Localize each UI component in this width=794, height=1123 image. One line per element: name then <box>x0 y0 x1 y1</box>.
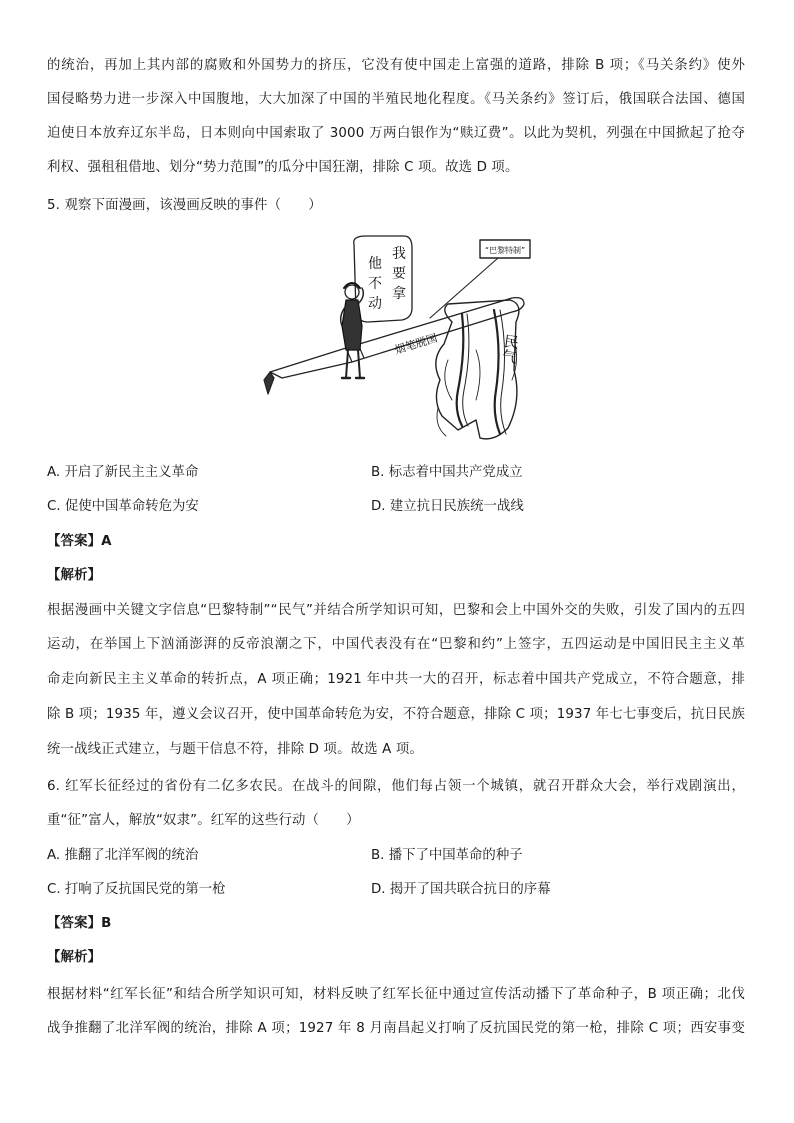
q5-answer: 【答案】A <box>47 534 112 549</box>
q6-answer: 【答案】B <box>47 916 112 931</box>
cartoon-speech-char-4: 他 <box>368 256 382 272</box>
cartoon-speech-char-1: 我 <box>392 246 406 262</box>
prev-analysis-line-1: 的统治，再加上其内部的腐败和外国势力的挤压，它没有使中国走上富强的道路，排除 B 项；《马关条约》使外 <box>47 58 745 73</box>
q5-option-d: D. 建立抗日民族统一战线 <box>371 499 524 514</box>
q5-analysis-line-4: 除 B 项；1935 年，遵义会议召开，使中国革命转危为安，不符合题意，排除 C 项；1937 年七七事变后，抗日民族 <box>47 707 745 722</box>
cartoon-speech-char-5: 不 <box>368 276 382 292</box>
q6-option-c: C. 打响了反抗国民党的第一枪 <box>47 882 226 897</box>
q5-analysis-line-5: 统一战线正式建立，与题干信息不符，排除 D 项。故选 A 项。 <box>47 742 423 757</box>
q6-option-d: D. 揭开了国共联合抗日的序幕 <box>371 882 551 897</box>
q6-analysis-line-1: 根据材料“红军长征”和结合所学知识可知，材料反映了红军长征中通过宣传活动播下了革命种子，B 项正确；北伐 <box>47 987 745 1002</box>
q5-stem: 5. 观察下面漫画，该漫画反映的事件（ ） <box>47 198 322 213</box>
q5-cartoon <box>262 230 538 454</box>
q6-analysis-line-2: 战争推翻了北洋军阀的统治，排除 A 项；1927 年 8 月南昌起义打响了反抗国民党的第一枪，排除 C 项；西安事变 <box>47 1021 745 1036</box>
q6-stem-line-2: 重“征”富人，解放“奴隶”。红军的这些行动（ ） <box>47 813 360 828</box>
q6-stem-line-1: 6. 红军长征经过的省份有二亿多农民。在战斗的间隙，他们每占领一个城镇，就召开群众大会，举行戏剧演出， <box>47 779 745 794</box>
cartoon-speech-char-2: 要 <box>392 266 406 282</box>
q5-analysis-line-3: 命走向新民主主义革命的转折点，A 项正确；1921 年中共一大的召开，标志着中国共产党成立，不符合题意，排 <box>47 672 745 687</box>
q5-option-a: A. 开启了新民主主义革命 <box>47 465 199 480</box>
cartoon-speech-char-6: 动 <box>368 296 382 312</box>
cartoon-sign-text: “巴黎特制” <box>484 246 526 255</box>
cartoon-speech-char-3: 拿 <box>392 286 406 302</box>
cartoon-cloth-text: 民气 <box>498 332 521 365</box>
q5-analysis-line-2: 运动，在举国上下汹涌澎湃的反帝浪潮之下，中国代表没有在“巴黎和约”上签字，五四运动是中国旧民主主义革 <box>47 637 745 652</box>
q6-analysis-label: 【解析】 <box>47 950 102 965</box>
prev-analysis-line-3: 迫使日本放弃辽东半岛，日本则向中国索取了 3000 万两白银作为“赎辽费”。以此为契机，列强在中国掀起了抢夺 <box>47 126 745 141</box>
q6-option-a: A. 推翻了北洋军阀的统治 <box>47 848 199 863</box>
q6-option-b: B. 播下了中国革命的种子 <box>371 848 523 863</box>
prev-analysis-line-2: 国侵略势力进一步深入中国腹地，大大加深了中国的半殖民地化程度。《马关条约》签订后，俄国联合法国、德国 <box>47 92 745 107</box>
q5-analysis-label: 【解析】 <box>47 568 102 583</box>
cartoon-pen-text: 烟笔脱国 <box>393 331 439 357</box>
q5-option-c: C. 促使中国革命转危为安 <box>47 499 199 514</box>
prev-analysis-line-4: 利权、强租租借地、划分“势力范围”的瓜分中国狂潮，排除 C 项。故选 D 项。 <box>47 160 519 175</box>
q5-analysis-line-1: 根据漫画中关键文字信息“巴黎特制”“民气”并结合所学知识可知，巴黎和会上中国外交的失败，引发了国内的五四 <box>47 603 745 618</box>
q5-option-b: B. 标志着中国共产党成立 <box>371 465 523 480</box>
